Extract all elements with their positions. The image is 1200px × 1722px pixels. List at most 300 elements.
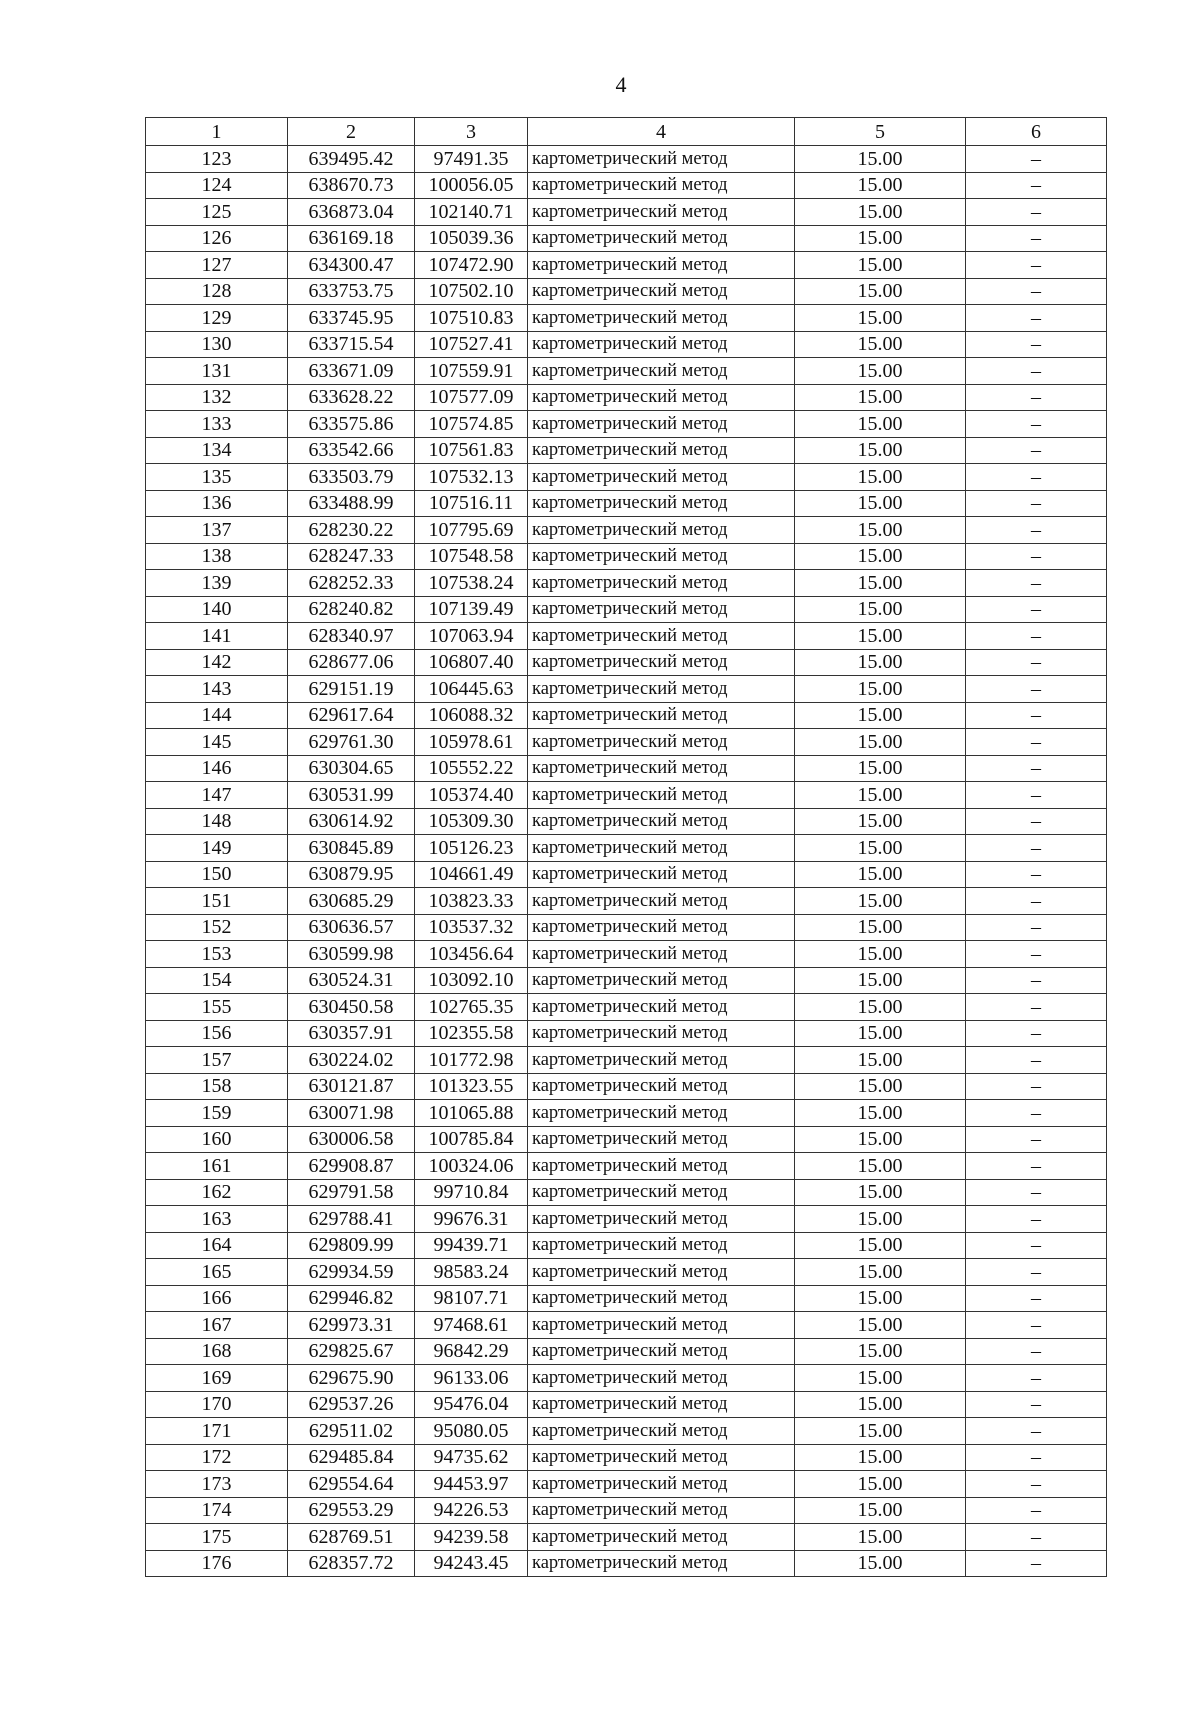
accuracy-cell: 15.00	[795, 1550, 966, 1577]
x-coordinate-cell: 629788.41	[288, 1206, 415, 1233]
x-coordinate-cell: 633715.54	[288, 331, 415, 358]
x-coordinate-cell: 630224.02	[288, 1047, 415, 1074]
description-cell: –	[966, 755, 1107, 782]
method-cell: картометрический метод	[528, 199, 795, 226]
x-coordinate-cell: 630357.91	[288, 1020, 415, 1047]
accuracy-cell: 15.00	[795, 1471, 966, 1498]
table-row	[146, 172, 1107, 199]
x-coordinate-cell: 633542.66	[288, 437, 415, 464]
accuracy-cell: 15.00	[795, 1338, 966, 1365]
y-coordinate-cell: 107561.83	[415, 437, 528, 464]
point-number-cell: 144	[146, 702, 288, 729]
accuracy-cell: 15.00	[795, 1365, 966, 1392]
accuracy-cell: 15.00	[795, 1020, 966, 1047]
description-cell: –	[966, 1391, 1107, 1418]
description-cell: –	[966, 941, 1107, 968]
point-number-cell: 161	[146, 1153, 288, 1180]
header-row	[146, 118, 1107, 146]
y-coordinate-cell: 107472.90	[415, 252, 528, 279]
description-cell: –	[966, 596, 1107, 623]
accuracy-cell: 15.00	[795, 1073, 966, 1100]
method-cell: картометрический метод	[528, 623, 795, 650]
description-cell: –	[966, 1232, 1107, 1259]
description-cell: –	[966, 172, 1107, 199]
description-cell: –	[966, 1179, 1107, 1206]
table-row	[146, 782, 1107, 809]
accuracy-cell: 15.00	[795, 729, 966, 756]
method-cell: картометрический метод	[528, 1550, 795, 1577]
description-cell: –	[966, 1365, 1107, 1392]
accuracy-cell: 15.00	[795, 941, 966, 968]
x-coordinate-cell: 636873.04	[288, 199, 415, 226]
table-row	[146, 490, 1107, 517]
method-cell: картометрический метод	[528, 676, 795, 703]
accuracy-cell: 15.00	[795, 861, 966, 888]
point-number-cell: 171	[146, 1418, 288, 1445]
point-number-cell: 154	[146, 967, 288, 994]
point-number-cell: 131	[146, 358, 288, 385]
point-number-cell: 145	[146, 729, 288, 756]
accuracy-cell: 15.00	[795, 1285, 966, 1312]
x-coordinate-cell: 639495.42	[288, 146, 415, 173]
table-row	[146, 941, 1107, 968]
point-number-cell: 130	[146, 331, 288, 358]
y-coordinate-cell: 106445.63	[415, 676, 528, 703]
method-cell: картометрический метод	[528, 782, 795, 809]
description-cell: –	[966, 808, 1107, 835]
table-row	[146, 623, 1107, 650]
y-coordinate-cell: 100324.06	[415, 1153, 528, 1180]
y-coordinate-cell: 107548.58	[415, 543, 528, 570]
table-row	[146, 384, 1107, 411]
method-cell: картометрический метод	[528, 437, 795, 464]
method-cell: картометрический метод	[528, 755, 795, 782]
y-coordinate-cell: 98583.24	[415, 1259, 528, 1286]
y-coordinate-cell: 97468.61	[415, 1312, 528, 1339]
description-cell: –	[966, 490, 1107, 517]
accuracy-cell: 15.00	[795, 1179, 966, 1206]
description-cell: –	[966, 1418, 1107, 1445]
method-cell: картометрический метод	[528, 146, 795, 173]
x-coordinate-cell: 630636.57	[288, 914, 415, 941]
method-cell: картометрический метод	[528, 808, 795, 835]
x-coordinate-cell: 629809.99	[288, 1232, 415, 1259]
x-coordinate-cell: 629825.67	[288, 1338, 415, 1365]
description-cell: –	[966, 199, 1107, 226]
y-coordinate-cell: 103537.32	[415, 914, 528, 941]
point-number-cell: 143	[146, 676, 288, 703]
method-cell: картометрический метод	[528, 490, 795, 517]
table-row	[146, 861, 1107, 888]
method-cell: картометрический метод	[528, 1232, 795, 1259]
y-coordinate-cell: 94453.97	[415, 1471, 528, 1498]
method-cell: картометрический метод	[528, 411, 795, 438]
accuracy-cell: 15.00	[795, 1391, 966, 1418]
table-row	[146, 1497, 1107, 1524]
method-cell: картометрический метод	[528, 1179, 795, 1206]
point-number-cell: 159	[146, 1100, 288, 1127]
method-cell: картометрический метод	[528, 649, 795, 676]
accuracy-cell: 15.00	[795, 1497, 966, 1524]
table-row	[146, 358, 1107, 385]
point-number-cell: 133	[146, 411, 288, 438]
accuracy-cell: 15.00	[795, 252, 966, 279]
point-number-cell: 173	[146, 1471, 288, 1498]
y-coordinate-cell: 105552.22	[415, 755, 528, 782]
description-cell: –	[966, 1312, 1107, 1339]
table-row	[146, 252, 1107, 279]
table-row	[146, 1471, 1107, 1498]
accuracy-cell: 15.00	[795, 1444, 966, 1471]
point-number-cell: 126	[146, 225, 288, 252]
table-row	[146, 1232, 1107, 1259]
description-cell: –	[966, 1524, 1107, 1551]
accuracy-cell: 15.00	[795, 676, 966, 703]
y-coordinate-cell: 98107.71	[415, 1285, 528, 1312]
table-row	[146, 994, 1107, 1021]
point-number-cell: 148	[146, 808, 288, 835]
method-cell: картометрический метод	[528, 1497, 795, 1524]
x-coordinate-cell: 629511.02	[288, 1418, 415, 1445]
x-coordinate-cell: 630304.65	[288, 755, 415, 782]
point-number-cell: 163	[146, 1206, 288, 1233]
y-coordinate-cell: 107139.49	[415, 596, 528, 623]
method-cell: картометрический метод	[528, 1020, 795, 1047]
x-coordinate-cell: 630006.58	[288, 1126, 415, 1153]
accuracy-cell: 15.00	[795, 1418, 966, 1445]
accuracy-cell: 15.00	[795, 808, 966, 835]
point-number-cell: 158	[146, 1073, 288, 1100]
description-cell: –	[966, 543, 1107, 570]
y-coordinate-cell: 107527.41	[415, 331, 528, 358]
point-number-cell: 147	[146, 782, 288, 809]
table-row	[146, 1100, 1107, 1127]
x-coordinate-cell: 630845.89	[288, 835, 415, 862]
coordinates-table	[145, 117, 1107, 1577]
method-cell: картометрический метод	[528, 1471, 795, 1498]
table-row	[146, 464, 1107, 491]
x-coordinate-cell: 628357.72	[288, 1550, 415, 1577]
y-coordinate-cell: 102140.71	[415, 199, 528, 226]
y-coordinate-cell: 107795.69	[415, 517, 528, 544]
page-number: 4	[615, 72, 627, 97]
accuracy-cell: 15.00	[795, 464, 966, 491]
x-coordinate-cell: 638670.73	[288, 172, 415, 199]
table-row	[146, 1020, 1107, 1047]
x-coordinate-cell: 633628.22	[288, 384, 415, 411]
accuracy-cell: 15.00	[795, 411, 966, 438]
point-number-cell: 152	[146, 914, 288, 941]
description-cell: –	[966, 1285, 1107, 1312]
method-cell: картометрический метод	[528, 570, 795, 597]
point-number-cell: 162	[146, 1179, 288, 1206]
method-cell: картометрический метод	[528, 888, 795, 915]
column-header: 1	[146, 118, 288, 146]
point-number-cell: 134	[146, 437, 288, 464]
y-coordinate-cell: 107559.91	[415, 358, 528, 385]
y-coordinate-cell: 95080.05	[415, 1418, 528, 1445]
x-coordinate-cell: 634300.47	[288, 252, 415, 279]
x-coordinate-cell: 628240.82	[288, 596, 415, 623]
table-body	[146, 146, 1107, 1577]
table-row	[146, 1153, 1107, 1180]
x-coordinate-cell: 629908.87	[288, 1153, 415, 1180]
x-coordinate-cell: 629617.64	[288, 702, 415, 729]
description-cell: –	[966, 225, 1107, 252]
method-cell: картометрический метод	[528, 517, 795, 544]
description-cell: –	[966, 1100, 1107, 1127]
description-cell: –	[966, 1047, 1107, 1074]
table-row	[146, 199, 1107, 226]
x-coordinate-cell: 636169.18	[288, 225, 415, 252]
method-cell: картометрический метод	[528, 1391, 795, 1418]
accuracy-cell: 15.00	[795, 835, 966, 862]
description-cell: –	[966, 1497, 1107, 1524]
table-row	[146, 967, 1107, 994]
description-cell: –	[966, 702, 1107, 729]
method-cell: картометрический метод	[528, 172, 795, 199]
description-cell: –	[966, 384, 1107, 411]
method-cell: картометрический метод	[528, 914, 795, 941]
description-cell: –	[966, 1020, 1107, 1047]
description-cell: –	[966, 1153, 1107, 1180]
y-coordinate-cell: 107516.11	[415, 490, 528, 517]
accuracy-cell: 15.00	[795, 331, 966, 358]
accuracy-cell: 15.00	[795, 172, 966, 199]
method-cell: картометрический метод	[528, 835, 795, 862]
y-coordinate-cell: 94735.62	[415, 1444, 528, 1471]
accuracy-cell: 15.00	[795, 225, 966, 252]
accuracy-cell: 15.00	[795, 358, 966, 385]
x-coordinate-cell: 629973.31	[288, 1312, 415, 1339]
y-coordinate-cell: 105309.30	[415, 808, 528, 835]
accuracy-cell: 15.00	[795, 782, 966, 809]
x-coordinate-cell: 633503.79	[288, 464, 415, 491]
x-coordinate-cell: 629537.26	[288, 1391, 415, 1418]
x-coordinate-cell: 633671.09	[288, 358, 415, 385]
point-number-cell: 155	[146, 994, 288, 1021]
y-coordinate-cell: 103823.33	[415, 888, 528, 915]
point-number-cell: 168	[146, 1338, 288, 1365]
description-cell: –	[966, 676, 1107, 703]
table-row	[146, 1524, 1107, 1551]
y-coordinate-cell: 105374.40	[415, 782, 528, 809]
y-coordinate-cell: 105039.36	[415, 225, 528, 252]
description-cell: –	[966, 729, 1107, 756]
method-cell: картометрический метод	[528, 1338, 795, 1365]
table-row	[146, 437, 1107, 464]
method-cell: картометрический метод	[528, 464, 795, 491]
table-row	[146, 543, 1107, 570]
x-coordinate-cell: 630685.29	[288, 888, 415, 915]
table-row	[146, 1550, 1107, 1577]
x-coordinate-cell: 629946.82	[288, 1285, 415, 1312]
point-number-cell: 150	[146, 861, 288, 888]
accuracy-cell: 15.00	[795, 278, 966, 305]
point-number-cell: 125	[146, 199, 288, 226]
method-cell: картометрический метод	[528, 384, 795, 411]
x-coordinate-cell: 629485.84	[288, 1444, 415, 1471]
description-cell: –	[966, 1444, 1107, 1471]
x-coordinate-cell: 628769.51	[288, 1524, 415, 1551]
description-cell: –	[966, 358, 1107, 385]
point-number-cell: 151	[146, 888, 288, 915]
y-coordinate-cell: 102355.58	[415, 1020, 528, 1047]
y-coordinate-cell: 106088.32	[415, 702, 528, 729]
method-cell: картометрический метод	[528, 994, 795, 1021]
y-coordinate-cell: 99710.84	[415, 1179, 528, 1206]
description-cell: –	[966, 1471, 1107, 1498]
x-coordinate-cell: 629791.58	[288, 1179, 415, 1206]
y-coordinate-cell: 97491.35	[415, 146, 528, 173]
column-header: 6	[966, 118, 1107, 146]
method-cell: картометрический метод	[528, 1073, 795, 1100]
description-cell: –	[966, 146, 1107, 173]
x-coordinate-cell: 630879.95	[288, 861, 415, 888]
table-row	[146, 702, 1107, 729]
accuracy-cell: 15.00	[795, 623, 966, 650]
point-number-cell: 174	[146, 1497, 288, 1524]
accuracy-cell: 15.00	[795, 1153, 966, 1180]
x-coordinate-cell: 633745.95	[288, 305, 415, 332]
method-cell: картометрический метод	[528, 1206, 795, 1233]
x-coordinate-cell: 629934.59	[288, 1259, 415, 1286]
description-cell: –	[966, 278, 1107, 305]
x-coordinate-cell: 628230.22	[288, 517, 415, 544]
x-coordinate-cell: 628340.97	[288, 623, 415, 650]
point-number-cell: 175	[146, 1524, 288, 1551]
table-row	[146, 146, 1107, 173]
y-coordinate-cell: 103456.64	[415, 941, 528, 968]
method-cell: картометрический метод	[528, 1126, 795, 1153]
y-coordinate-cell: 100785.84	[415, 1126, 528, 1153]
y-coordinate-cell: 101772.98	[415, 1047, 528, 1074]
method-cell: картометрический метод	[528, 967, 795, 994]
description-cell: –	[966, 464, 1107, 491]
x-coordinate-cell: 629675.90	[288, 1365, 415, 1392]
table-row	[146, 1338, 1107, 1365]
y-coordinate-cell: 101065.88	[415, 1100, 528, 1127]
method-cell: картометрический метод	[528, 596, 795, 623]
y-coordinate-cell: 101323.55	[415, 1073, 528, 1100]
x-coordinate-cell: 630614.92	[288, 808, 415, 835]
point-number-cell: 129	[146, 305, 288, 332]
method-cell: картометрический метод	[528, 1524, 795, 1551]
table-row	[146, 1259, 1107, 1286]
y-coordinate-cell: 96133.06	[415, 1365, 528, 1392]
method-cell: картометрический метод	[528, 1312, 795, 1339]
method-cell: картометрический метод	[528, 1444, 795, 1471]
table-row	[146, 729, 1107, 756]
column-header: 2	[288, 118, 415, 146]
point-number-cell: 127	[146, 252, 288, 279]
accuracy-cell: 15.00	[795, 517, 966, 544]
y-coordinate-cell: 107577.09	[415, 384, 528, 411]
table-row	[146, 1391, 1107, 1418]
y-coordinate-cell: 107063.94	[415, 623, 528, 650]
table-row	[146, 596, 1107, 623]
point-number-cell: 164	[146, 1232, 288, 1259]
method-cell: картометрический метод	[528, 941, 795, 968]
description-cell: –	[966, 835, 1107, 862]
point-number-cell: 124	[146, 172, 288, 199]
y-coordinate-cell: 107510.83	[415, 305, 528, 332]
table-row	[146, 1047, 1107, 1074]
description-cell: –	[966, 1206, 1107, 1233]
column-header: 4	[528, 118, 795, 146]
x-coordinate-cell: 630599.98	[288, 941, 415, 968]
y-coordinate-cell: 102765.35	[415, 994, 528, 1021]
method-cell: картометрический метод	[528, 1153, 795, 1180]
accuracy-cell: 15.00	[795, 146, 966, 173]
y-coordinate-cell: 105978.61	[415, 729, 528, 756]
description-cell: –	[966, 914, 1107, 941]
column-header: 5	[795, 118, 966, 146]
accuracy-cell: 15.00	[795, 384, 966, 411]
accuracy-cell: 15.00	[795, 755, 966, 782]
point-number-cell: 136	[146, 490, 288, 517]
table-row	[146, 1073, 1107, 1100]
accuracy-cell: 15.00	[795, 570, 966, 597]
accuracy-cell: 15.00	[795, 914, 966, 941]
accuracy-cell: 15.00	[795, 543, 966, 570]
x-coordinate-cell: 628677.06	[288, 649, 415, 676]
description-cell: –	[966, 649, 1107, 676]
x-coordinate-cell: 629554.64	[288, 1471, 415, 1498]
x-coordinate-cell: 628247.33	[288, 543, 415, 570]
method-cell: картометрический метод	[528, 252, 795, 279]
y-coordinate-cell: 105126.23	[415, 835, 528, 862]
point-number-cell: 165	[146, 1259, 288, 1286]
accuracy-cell: 15.00	[795, 1259, 966, 1286]
x-coordinate-cell: 630524.31	[288, 967, 415, 994]
point-number-cell: 157	[146, 1047, 288, 1074]
method-cell: картометрический метод	[528, 729, 795, 756]
accuracy-cell: 15.00	[795, 1524, 966, 1551]
description-cell: –	[966, 331, 1107, 358]
accuracy-cell: 15.00	[795, 490, 966, 517]
table-row	[146, 225, 1107, 252]
method-cell: картометрический метод	[528, 305, 795, 332]
description-cell: –	[966, 437, 1107, 464]
column-header: 3	[415, 118, 528, 146]
point-number-cell: 141	[146, 623, 288, 650]
x-coordinate-cell: 630450.58	[288, 994, 415, 1021]
table-row	[146, 808, 1107, 835]
x-coordinate-cell: 630071.98	[288, 1100, 415, 1127]
accuracy-cell: 15.00	[795, 967, 966, 994]
accuracy-cell: 15.00	[795, 702, 966, 729]
table-row	[146, 331, 1107, 358]
table-row	[146, 676, 1107, 703]
method-cell: картометрический метод	[528, 331, 795, 358]
table-row	[146, 570, 1107, 597]
y-coordinate-cell: 96842.29	[415, 1338, 528, 1365]
y-coordinate-cell: 94226.53	[415, 1497, 528, 1524]
point-number-cell: 160	[146, 1126, 288, 1153]
method-cell: картометрический метод	[528, 278, 795, 305]
x-coordinate-cell: 633753.75	[288, 278, 415, 305]
x-coordinate-cell: 633488.99	[288, 490, 415, 517]
description-cell: –	[966, 1259, 1107, 1286]
x-coordinate-cell: 628252.33	[288, 570, 415, 597]
table-row	[146, 755, 1107, 782]
table-row	[146, 1312, 1107, 1339]
point-number-cell: 135	[146, 464, 288, 491]
method-cell: картометрический метод	[528, 1047, 795, 1074]
description-cell: –	[966, 1126, 1107, 1153]
accuracy-cell: 15.00	[795, 596, 966, 623]
